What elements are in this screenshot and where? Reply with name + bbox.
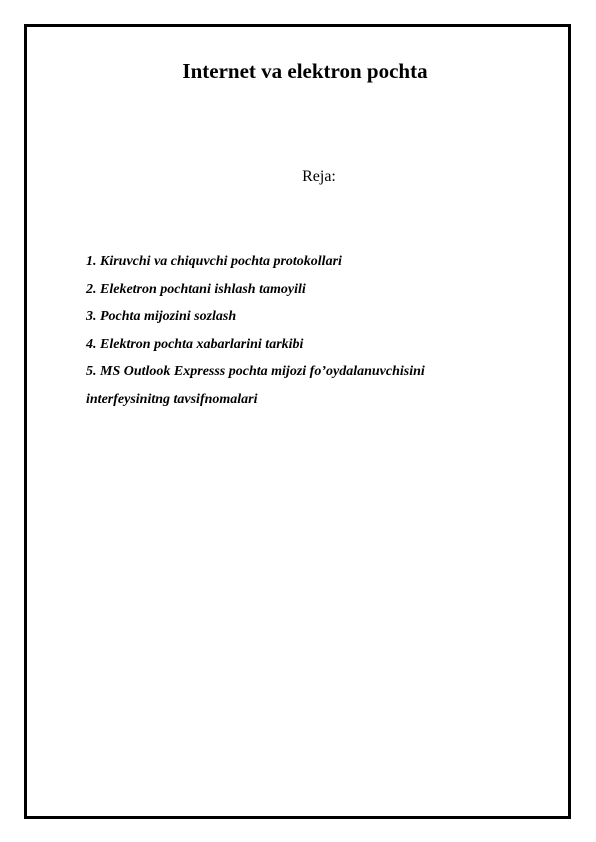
plan-item-4: 4. Elektron pochta xabarlarini tarkibi (86, 336, 304, 352)
plan-item-5-continued: interfeysinitng tavsifnomalari (86, 391, 258, 407)
plan-item-5: 5. MS Outlook Expresss pochta mijozi fo’oydalanuvchisini (86, 364, 425, 379)
plan-heading: Reja: (302, 168, 336, 185)
plan-item-3: 3. Pochta mijozini sozlash (86, 309, 237, 324)
plan-list (86, 248, 516, 413)
plan-item-1: 1. Kiruvchi va chiquvchi pochta protokollari (86, 254, 342, 269)
document-title: Internet va elektron pochta (182, 59, 428, 83)
plan-item-2: 2. Eleketron pochtani ishlash tamoyili (86, 281, 306, 297)
page-border (24, 24, 571, 819)
